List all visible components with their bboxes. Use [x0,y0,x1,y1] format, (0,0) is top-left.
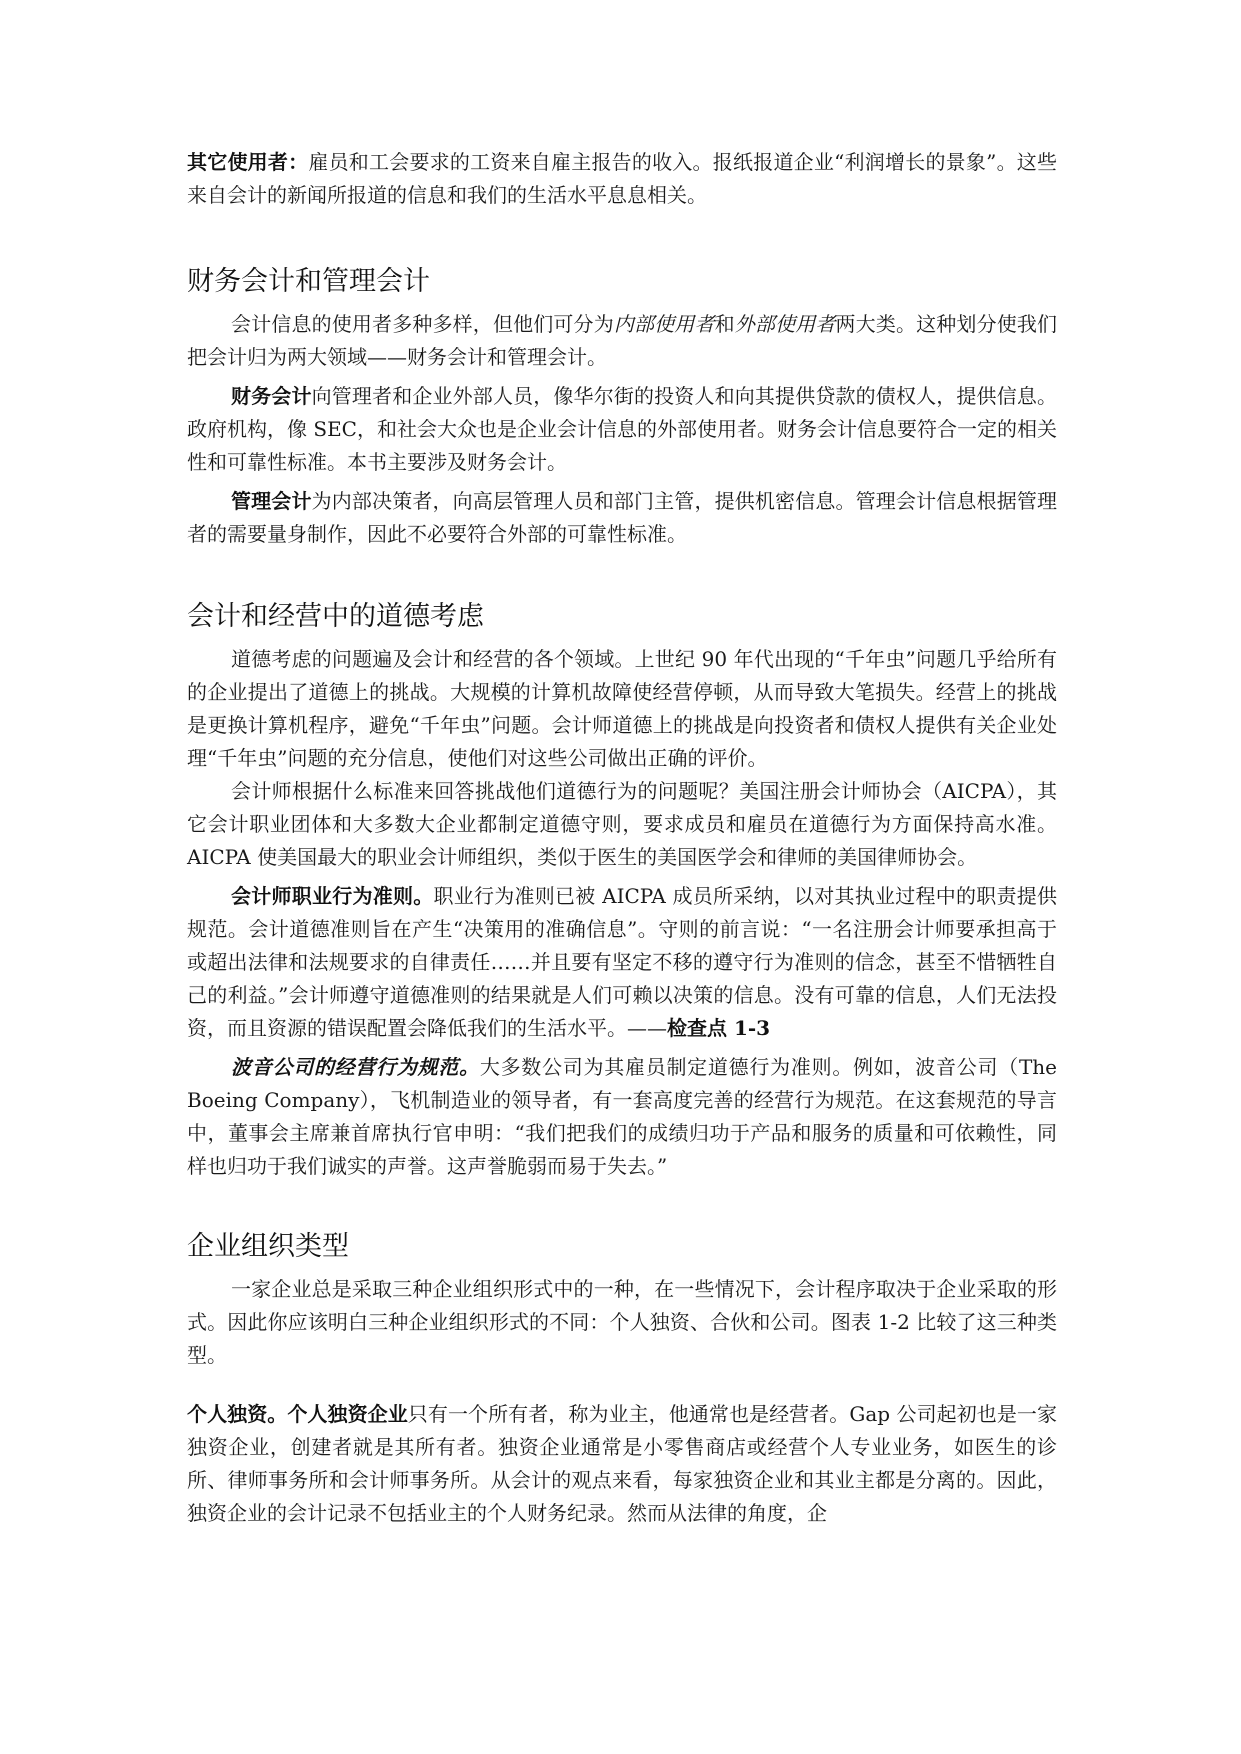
term-proprietorship: 个人独资。个人独资企业 [187,1402,408,1426]
term-external-users: 外部使用者 [734,312,836,336]
paragraph-ethics-y2k: 道德考虑的问题遍及会计和经营的各个领域。上世纪 90 年代出现的“千年虫”问题几乎给所有的企业提出了道德上的挑战。大规模的计算机故障使经营停顿，从而导致大笔损失。经营上的挑战是更换计算机程序，避免“千年虫”问题。会计师道德上的挑战是向投资者和债权人提供有关企业处理“千年虫”问题的充分信息，使他们对这些公司做出正确的评价。 [187,647,1057,770]
paragraph-other-users [187,146,1057,212]
section-heading-financial-managerial: 财务会计和管理会计 [187,266,430,297]
paragraph-text: 大多数公司为其雇员制定道德行为准则。例如，波音公司（The Boeing Company），飞机制造业的领导者，有一套高度完善的经营行为规范。在这套规范的导言中，董事会主席兼首席执行官申明：“我们把我们的成绩归功于产品和服务的质量和可依赖性，同样也归功于我们诚实的声誉。这声誉脆弱而易于失去。” [187,1055,1057,1178]
paragraph-professional-conduct [187,880,1057,1045]
term-internal-users: 内部使用者 [613,312,715,336]
paragraph-users-categories [187,308,1057,374]
paragraph-proprietorship [187,1398,1057,1530]
paragraph-financial-accounting [187,380,1057,479]
paragraph-organization-forms: 一家企业总是采取三种企业组织形式中的一种，在一些情况下，会计程序取决于企业采取的形式。因此你应该明白三种企业组织形式的不同：个人独资、合伙和公司。图表 1-2 比较了这三种类型。 [187,1277,1057,1367]
term-professional-conduct: 会计师职业行为准则。 [231,884,434,908]
paragraph-text: 职业行为准则已被 AICPA 成员所采纳，以对其执业过程中的职责提供规范。会计道德准则旨在产生“决策用的准确信息”。守则的前言说：“一名注册会计师要承担高于或超出法律和法规要求的自律责任……并且要有坚定不移的遵守行为准则的信念，甚至不惜牺牲自己的利益。”会计师遵守道德准则的结果就是人们可赖以决策的信息。没有可靠的信息，人们无法投资，而且资源的错误配置会降低我们的生活水平。—— [187,884,1058,1040]
document-page [187,146,1057,1530]
checkpoint-reference: 检查点 1-3 [667,1016,771,1040]
paragraph-text: 和 [714,312,735,336]
paragraph-text: 会计信息的使用者多种多样，但他们可分为 [231,312,614,336]
term-other-users: 其它使用者： [187,150,309,174]
term-boeing-conduct-text: 波音公司的经营行为规范。 [231,1055,480,1079]
paragraph-text: 为内部决策者，向高层管理人员和部门主管，提供机密信息。管理会计信息根据管理者的需要量身制作，因此不必要符合外部的可靠性标准。 [187,489,1058,546]
paragraph-text: 雇员和工会要求的工资来自雇主报告的收入。报纸报道企业“利润增长的景象”。这些来自会计的新闻所报道的信息和我们的生活水平息息相关。 [187,150,1058,207]
paragraph-boeing-conduct [187,1051,1057,1183]
paragraph-text: 两大类。这种划分使我们把会计归为两大领域——财务会计和管理会计。 [187,312,1058,369]
paragraph-managerial-accounting [187,485,1057,551]
paragraph-ethics-aicpa: 会计师根据什么标准来回答挑战他们道德行为的问题呢？美国注册会计师协会（AICPA），其它会计职业团体和大多数大企业都制定道德守则，要求成员和雇员在道德行为方面保持高水准。AICPA 使美国最大的职业会计师组织，类似于医生的美国医学会和律师的美国律师协会。 [187,779,1057,869]
term-boeing-conduct [231,1055,480,1079]
section-heading-business-organization: 企业组织类型 [187,1231,349,1262]
section-heading-ethics: 会计和经营中的道德考虑 [187,601,484,632]
paragraph-text: 只有一个所有者，称为业主，他通常也是经营者。Gap 公司起初也是一家独资企业，创建者就是其所有者。独资企业通常是小零售商店或经营个人专业业务，如医生的诊所、律师事务所和会计师事务所。从会计的观点来看，每家独资企业和其业主都是分离的。因此，独资企业的会计记录不包括业主的个人财务纪录。然而从法律的角度，企 [187,1402,1058,1525]
term-managerial-accounting: 管理会计 [231,489,312,513]
paragraph-text: 向管理者和企业外部人员，像华尔街的投资人和向其提供贷款的债权人，提供信息。政府机构，像 SEC，和社会大众也是企业会计信息的外部使用者。财务会计信息要符合一定的相关性和可靠性标准。本书主要涉及财务会计。 [187,384,1058,474]
term-financial-accounting: 财务会计 [231,384,312,408]
